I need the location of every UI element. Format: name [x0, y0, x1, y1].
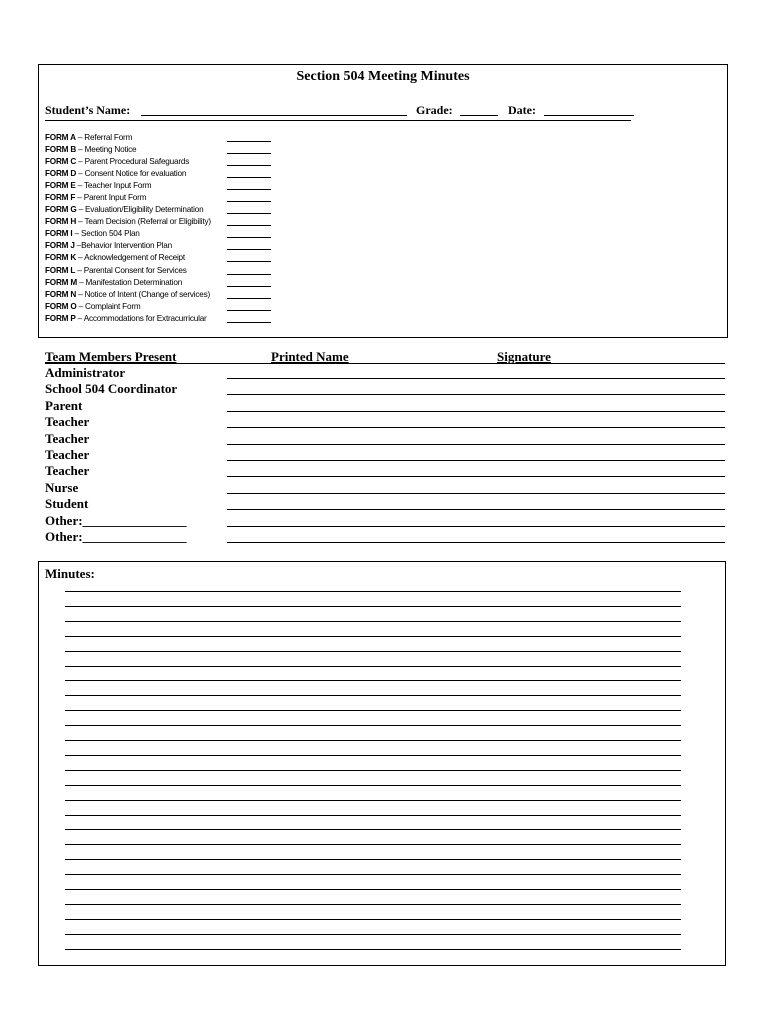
- minutes-writing-line[interactable]: [65, 904, 681, 905]
- student-name-label: Student’s Name:: [45, 103, 131, 117]
- minutes-writing-line[interactable]: [65, 889, 681, 890]
- form-description: – Complaint Form: [76, 301, 141, 311]
- form-item: [45, 252, 285, 264]
- form-code: FORM L: [45, 265, 76, 275]
- team-header-rule: [45, 363, 725, 364]
- form-description: –Behavior Intervention Plan: [74, 241, 172, 251]
- form-code: FORM B: [45, 145, 77, 155]
- page-title: Section 504 Meeting Minutes: [296, 69, 470, 84]
- team-member-role: School 504 Coordinator: [45, 381, 178, 397]
- team-member-role: Nurse: [45, 479, 79, 495]
- form-description: – Accommodations for Extracurricular: [75, 313, 207, 323]
- minutes-writing-line[interactable]: [65, 740, 681, 741]
- form-code: FORM O: [45, 301, 77, 311]
- form-description: – Section 504 Plan: [72, 229, 140, 239]
- grade-label: Grade:: [416, 103, 453, 117]
- name-signature-line[interactable]: [227, 460, 725, 461]
- form-code: FORM C: [45, 157, 77, 167]
- form-description: – Parental Consent for Services: [75, 265, 187, 275]
- name-signature-line[interactable]: [227, 378, 725, 379]
- form-code: FORM I: [45, 229, 73, 239]
- minutes-writing-line[interactable]: [65, 755, 681, 756]
- minutes-writing-line[interactable]: [65, 859, 681, 860]
- minutes-writing-line[interactable]: [65, 725, 681, 726]
- name-signature-line[interactable]: [227, 444, 725, 445]
- form-code: FORM E: [45, 181, 76, 191]
- team-member-row: [45, 414, 725, 430]
- team-member-role: Teacher: [45, 430, 90, 446]
- name-signature-line[interactable]: [227, 427, 725, 428]
- form-description: – Team Decision (Referral or Eligibility): [76, 217, 211, 227]
- form-description: – Referral Form: [75, 133, 133, 142]
- form-check-blank[interactable]: [227, 322, 271, 323]
- team-member-row: [45, 513, 725, 529]
- minutes-box: [38, 561, 726, 966]
- minutes-writing-line[interactable]: [65, 606, 681, 607]
- form-check-blank[interactable]: [227, 177, 271, 178]
- form-check-blank[interactable]: [227, 213, 271, 214]
- form-check-blank[interactable]: [227, 141, 271, 142]
- team-member-row: [45, 496, 725, 512]
- name-signature-line[interactable]: [227, 526, 725, 527]
- team-member-role: Teacher: [45, 446, 90, 462]
- team-member-role: Student: [45, 496, 89, 512]
- team-member-row: [45, 365, 725, 381]
- form-code: FORM G: [45, 205, 77, 215]
- minutes-writing-line[interactable]: [65, 591, 681, 592]
- minutes-writing-line[interactable]: [65, 710, 681, 711]
- minutes-writing-line[interactable]: [65, 680, 681, 681]
- form-code: FORM H: [45, 217, 77, 227]
- form-code: FORM N: [45, 289, 77, 299]
- form-code: FORM J: [45, 241, 75, 251]
- minutes-label: Minutes:: [45, 566, 95, 581]
- team-member-row: [45, 381, 725, 397]
- team-member-role: Teacher: [45, 414, 90, 430]
- team-member-row: [45, 431, 725, 447]
- form-description: – Meeting Notice: [76, 145, 137, 155]
- team-member-row: [45, 529, 725, 545]
- form-code: FORM D: [45, 169, 77, 179]
- name-signature-line[interactable]: [227, 476, 725, 477]
- minutes-writing-line[interactable]: [65, 874, 681, 875]
- form-item: [45, 156, 285, 168]
- form-description: – Notice of Intent (Change of services): [76, 289, 211, 299]
- form-code: FORM F: [45, 193, 76, 203]
- minutes-writing-line[interactable]: [65, 844, 681, 845]
- form-item: [45, 313, 285, 325]
- form-description: – Parent Input Form: [75, 193, 147, 203]
- form-description: – Parent Procedural Safeguards: [76, 157, 190, 167]
- team-member-row: [45, 480, 725, 496]
- form-item: [45, 204, 285, 216]
- form-item: [45, 168, 285, 180]
- form-list: [45, 132, 285, 325]
- minutes-writing-line[interactable]: [65, 815, 681, 816]
- minutes-writing-line[interactable]: [65, 785, 681, 786]
- form-description: – Teacher Input Form: [75, 181, 152, 191]
- minutes-writing-line[interactable]: [65, 800, 681, 801]
- form-check-blank[interactable]: [227, 249, 271, 250]
- minutes-writing-line[interactable]: [65, 621, 681, 622]
- team-rows: [45, 365, 725, 545]
- name-signature-line[interactable]: [227, 509, 725, 510]
- form-code: FORM M: [45, 277, 77, 287]
- form-check-blank[interactable]: [227, 286, 271, 287]
- minutes-writing-line[interactable]: [65, 770, 681, 771]
- team-member-role: Other:________________: [45, 512, 187, 528]
- minutes-writing-line[interactable]: [65, 666, 681, 667]
- minutes-writing-line[interactable]: [65, 829, 681, 830]
- minutes-writing-line[interactable]: [65, 949, 681, 950]
- name-signature-line[interactable]: [227, 493, 725, 494]
- form-check-blank[interactable]: [227, 189, 271, 190]
- form-description: – Evaluation/Eligibility Determination: [76, 205, 204, 215]
- form-item: [45, 289, 285, 301]
- name-signature-line[interactable]: [227, 542, 725, 543]
- form-check-blank[interactable]: [227, 310, 271, 311]
- minutes-writing-line[interactable]: [65, 636, 681, 637]
- form-code: FORM K: [45, 253, 77, 263]
- form-code: FORM A: [45, 133, 76, 142]
- date-label: Date:: [508, 103, 536, 117]
- signature-header: Signature: [497, 349, 551, 364]
- name-signature-line[interactable]: [227, 394, 725, 395]
- form-item: [45, 301, 285, 313]
- form-item: [45, 144, 285, 156]
- team-member-role: Other:________________: [45, 528, 187, 544]
- form-description: – Consent Notice for evaluation: [76, 169, 187, 179]
- team-member-role: Parent: [45, 397, 83, 413]
- form-item: [45, 277, 285, 289]
- form-check-blank[interactable]: [227, 274, 271, 275]
- student-name-field[interactable]: [141, 103, 407, 116]
- team-member-row: [45, 398, 725, 414]
- form-item: [45, 216, 285, 228]
- minutes-writing-line[interactable]: [65, 919, 681, 920]
- form-checklist-box: [38, 64, 728, 338]
- team-member-row: [45, 463, 725, 479]
- form-check-blank[interactable]: [227, 201, 271, 202]
- form-check-blank[interactable]: [227, 225, 271, 226]
- minutes-writing-line[interactable]: [65, 934, 681, 935]
- form-item: [45, 228, 285, 240]
- printed-name-header: Printed Name: [271, 349, 349, 364]
- form-item: [45, 240, 285, 252]
- form-description: – Acknowledgement of Receipt: [76, 253, 185, 263]
- minutes-writing-line[interactable]: [65, 695, 681, 696]
- team-members-header: Team Members Present: [45, 349, 177, 364]
- form-check-blank[interactable]: [227, 237, 271, 238]
- team-header-row: [45, 349, 725, 365]
- form-check-blank[interactable]: [227, 165, 271, 166]
- form-description: – Manifestation Determination: [77, 277, 183, 287]
- form-check-blank[interactable]: [227, 261, 271, 262]
- name-signature-line[interactable]: [227, 411, 725, 412]
- team-member-row: [45, 447, 725, 463]
- form-code: FORM P: [45, 313, 76, 323]
- header-divider: [45, 120, 631, 121]
- form-item: [45, 132, 285, 144]
- date-field[interactable]: [544, 103, 634, 116]
- team-member-role: Administrator: [45, 365, 126, 380]
- form-item: [45, 180, 285, 192]
- form-check-blank[interactable]: [227, 298, 271, 299]
- team-member-role: Teacher: [45, 463, 90, 479]
- minutes-writing-line[interactable]: [65, 651, 681, 652]
- form-check-blank[interactable]: [227, 153, 271, 154]
- form-item: [45, 265, 285, 277]
- team-members-section: [45, 349, 725, 545]
- form-item: [45, 192, 285, 204]
- grade-field[interactable]: [460, 103, 498, 116]
